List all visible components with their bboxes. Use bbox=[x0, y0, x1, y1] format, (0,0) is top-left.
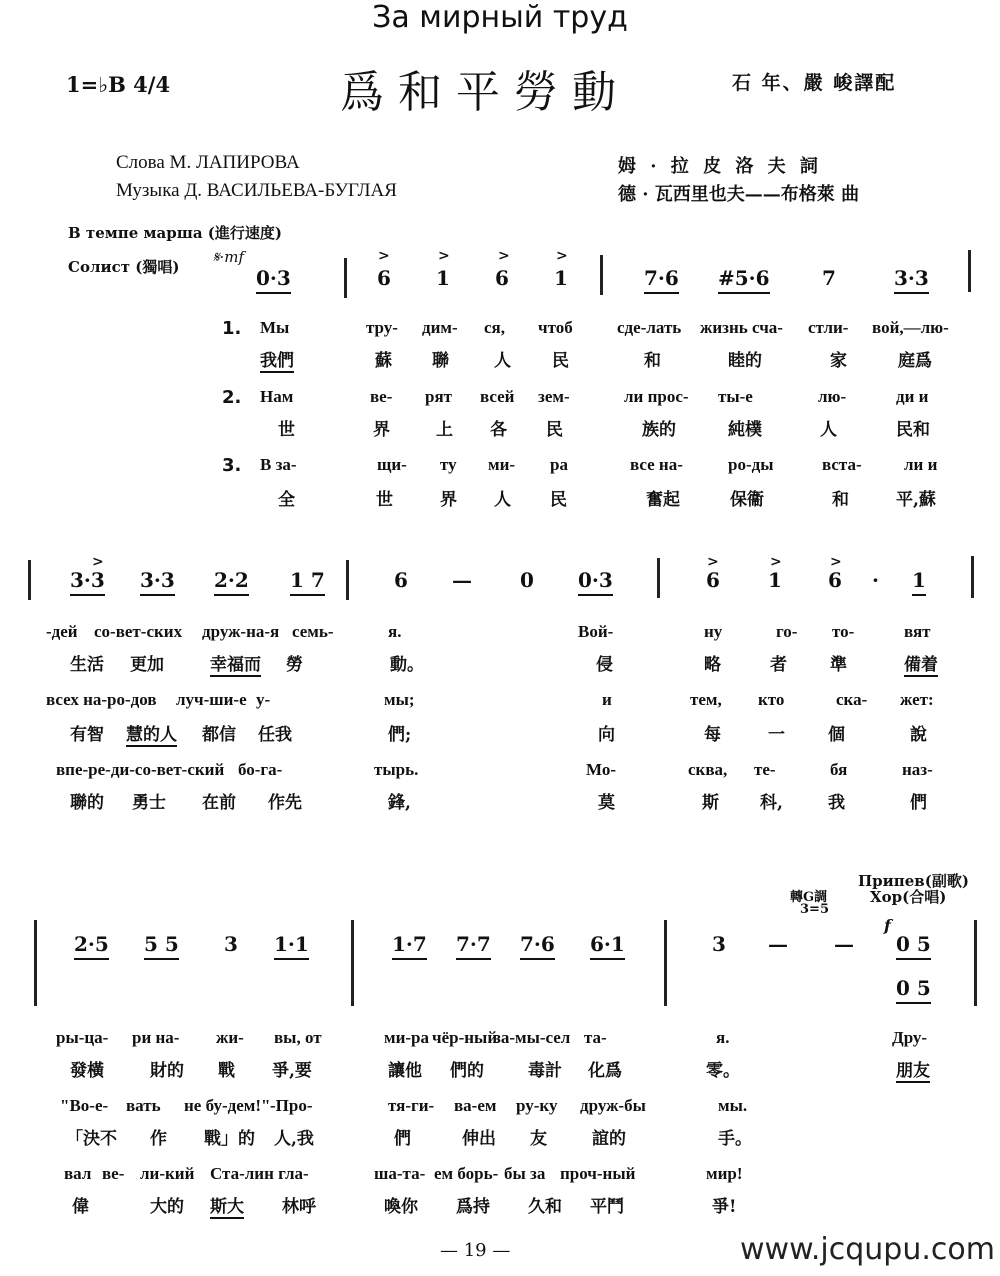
lyric-ru: ем борь- bbox=[434, 1164, 499, 1183]
lyric-zh: 民和 bbox=[896, 420, 930, 440]
accent-mark: > bbox=[770, 554, 782, 570]
dash: — bbox=[768, 932, 788, 956]
note: 3 bbox=[224, 932, 238, 956]
note: 3·3 bbox=[70, 568, 105, 596]
lyric-ru: ми- bbox=[488, 455, 516, 474]
lyric-ru: ска- bbox=[836, 690, 868, 709]
note: 6 bbox=[377, 266, 391, 290]
note: 7·6 bbox=[520, 932, 555, 960]
note: 7·7 bbox=[456, 932, 491, 960]
note: #5·6 bbox=[718, 266, 770, 294]
lyric-zh: 各 bbox=[490, 420, 507, 440]
lyric-zh: 更加 bbox=[130, 655, 164, 675]
lyric-zh: 「決不 bbox=[66, 1129, 117, 1149]
lyric-zh: 零。 bbox=[706, 1061, 740, 1081]
lyric-ru: зем- bbox=[538, 387, 570, 406]
lyric-ru: "Во-е- bbox=[60, 1096, 109, 1115]
lyric-zh: 偉 bbox=[72, 1197, 89, 1217]
note: 0 bbox=[520, 568, 534, 592]
lyric-ru: ли и bbox=[904, 455, 938, 474]
note: 5 5 bbox=[144, 932, 179, 960]
lyric-ru: всей bbox=[480, 387, 515, 406]
lyric-zh: 聯的 bbox=[70, 793, 104, 813]
lyric-zh: 戰 bbox=[218, 1061, 235, 1081]
lyric-ru: у- bbox=[256, 690, 271, 709]
lyric-zh: 動。 bbox=[390, 655, 424, 675]
composer-zh: 德 · 瓦西里也夫——布格萊 曲 bbox=[618, 184, 860, 205]
lyric-zh: 人 bbox=[494, 351, 511, 371]
watermark-link[interactable]: www.jcqupu.com bbox=[740, 1232, 995, 1267]
barline bbox=[657, 558, 660, 598]
lyric-zh: 爲持 bbox=[456, 1197, 490, 1217]
lyric-ru: Вой- bbox=[578, 622, 614, 641]
lyric-zh: 讓他 bbox=[388, 1061, 422, 1081]
barline bbox=[351, 920, 354, 1006]
lyric-ru: та- bbox=[584, 1028, 607, 1047]
lyric-zh: 友 bbox=[530, 1129, 547, 1149]
lyric-ru: ли-кий bbox=[140, 1164, 195, 1183]
accent-mark: > bbox=[92, 554, 104, 570]
lyric-ru: я. bbox=[716, 1028, 730, 1047]
lyricist-zh: 姆 · 拉 皮 洛 夫 詞 bbox=[618, 156, 822, 177]
lyric-ru: жизнь сча- bbox=[700, 318, 783, 337]
lyric-zh: 人 bbox=[820, 420, 837, 440]
lyric-zh: 全 bbox=[278, 490, 295, 510]
lyric-zh: 家 bbox=[830, 351, 847, 371]
translators: 石 年、嚴 峻譯配 bbox=[732, 72, 897, 94]
lyric-ru: чтоб bbox=[538, 318, 573, 337]
lyric-ru: то- bbox=[832, 622, 855, 641]
note: 0 5 bbox=[896, 976, 931, 1004]
note: 0 5 bbox=[896, 932, 931, 960]
lyric-zh: 久和 bbox=[528, 1197, 562, 1217]
lyric-zh: 誼的 bbox=[592, 1129, 626, 1149]
barline bbox=[974, 920, 977, 1006]
lyric-zh: 斯大 bbox=[210, 1192, 244, 1219]
lyric-zh: 大的 bbox=[150, 1197, 184, 1217]
note: 6 bbox=[495, 266, 509, 290]
lyric-ru: вой,—лю- bbox=[872, 318, 949, 337]
lyric-zh: 聯 bbox=[432, 351, 449, 371]
barline bbox=[600, 255, 603, 295]
lyric-zh: 科, bbox=[760, 793, 783, 813]
lyric-zh: 侵 bbox=[596, 655, 613, 675]
note: 0·3 bbox=[578, 568, 613, 596]
title-russian: За мирный труд bbox=[372, 0, 628, 35]
lyric-zh: 作先 bbox=[268, 793, 302, 813]
lyric-ru: я. bbox=[388, 622, 402, 641]
dot: · bbox=[872, 568, 879, 592]
lyric-ru: ры-ца- bbox=[56, 1028, 109, 1047]
barline bbox=[968, 250, 971, 292]
lyric-ru: семь- bbox=[292, 622, 334, 641]
lyric-zh: 人 bbox=[494, 490, 511, 510]
lyric-zh: 略 bbox=[704, 655, 721, 675]
lyric-zh: 和 bbox=[644, 351, 661, 371]
lyric-ru: тем, bbox=[690, 690, 722, 709]
lyric-ru: -дей bbox=[46, 622, 78, 641]
lyric-zh: 族的 bbox=[642, 420, 676, 440]
lyric-ru: ми-ра bbox=[384, 1028, 429, 1047]
accent-mark: > bbox=[438, 248, 450, 264]
dash: — bbox=[834, 932, 854, 956]
lyric-zh: 財的 bbox=[150, 1061, 184, 1081]
lyric-zh: 化爲 bbox=[588, 1061, 622, 1081]
lyric-ru: Дру- bbox=[892, 1028, 928, 1047]
lyric-ru: Мы bbox=[260, 318, 290, 337]
lyric-ru: Ста-лин гла- bbox=[210, 1164, 309, 1183]
note: 2·5 bbox=[74, 932, 109, 960]
lyric-ru: В за- bbox=[260, 455, 297, 474]
lyric-zh: 奮起 bbox=[646, 490, 680, 510]
lyric-ru: вы, от bbox=[274, 1028, 322, 1047]
key-change-equation: 3=5 bbox=[800, 902, 829, 917]
accent-mark: > bbox=[830, 554, 842, 570]
lyric-ru: не бу-дем!" bbox=[184, 1096, 271, 1115]
accent-mark: > bbox=[556, 248, 568, 264]
lyric-ru: ве- bbox=[370, 387, 393, 406]
lyric-ru: ту bbox=[440, 455, 457, 474]
lyric-ru: наз- bbox=[902, 760, 933, 779]
lyric-zh: 說 bbox=[910, 725, 927, 745]
chorus-label-choir: Хор(合唱) bbox=[870, 888, 947, 906]
title-chinese: 爲和平勞動 bbox=[340, 67, 630, 118]
lyric-ru: сква, bbox=[688, 760, 728, 779]
lyric-zh: 林呼 bbox=[282, 1197, 316, 1217]
lyric-zh: 任我 bbox=[258, 725, 292, 745]
lyric-zh: 民 bbox=[546, 420, 563, 440]
tempo-marking: В темпе марша (進行速度) bbox=[68, 224, 283, 242]
segno-dynamic: 𝄋·mf bbox=[213, 248, 244, 266]
lyric-ru: ро-ды bbox=[728, 455, 774, 474]
lyric-zh: 世 bbox=[278, 420, 295, 440]
lyric-zh: 睦的 bbox=[728, 351, 762, 371]
composer-ru: Музыка Д. ВАСИЛЬЕВА-БУГЛАЯ bbox=[116, 180, 397, 201]
dash: — bbox=[452, 568, 472, 592]
lyric-zh: 爭! bbox=[712, 1197, 737, 1217]
note: 7·6 bbox=[644, 266, 679, 294]
lyric-ru: ве- bbox=[102, 1164, 125, 1183]
lyric-ru: те- bbox=[754, 760, 776, 779]
lyric-zh: 們; bbox=[388, 725, 412, 745]
lyric-zh: 慧的人 bbox=[126, 720, 177, 747]
lyric-zh: 者 bbox=[770, 655, 787, 675]
lyric-zh: 和 bbox=[832, 490, 849, 510]
lyric-zh: 世 bbox=[376, 490, 393, 510]
lyric-zh: 生活 bbox=[70, 655, 104, 675]
lyric-zh: 勇士 bbox=[132, 793, 166, 813]
lyric-zh: 民 bbox=[550, 490, 567, 510]
lyric-ru: жет: bbox=[900, 690, 934, 709]
lyric-zh: 勞 bbox=[286, 655, 303, 675]
lyric-ru: проч-ный bbox=[560, 1164, 636, 1183]
note: 0·3 bbox=[256, 266, 291, 294]
lyric-ru: и bbox=[602, 690, 612, 709]
lyric-ru: рят bbox=[425, 387, 453, 406]
accent-mark: > bbox=[378, 248, 390, 264]
lyric-zh: 平鬥 bbox=[590, 1197, 624, 1217]
lyric-zh: 斯 bbox=[702, 793, 719, 813]
lyric-ru: ра bbox=[550, 455, 568, 474]
verse-number: 1. bbox=[222, 318, 242, 339]
dynamic-forte: f bbox=[884, 916, 891, 935]
note: 1 bbox=[768, 568, 782, 592]
lyric-ru: вста- bbox=[822, 455, 862, 474]
note: 1 7 bbox=[290, 568, 325, 596]
note: 2·2 bbox=[214, 568, 249, 596]
lyric-ru: Нам bbox=[260, 387, 294, 406]
lyric-zh: 毒計 bbox=[528, 1061, 562, 1081]
lyric-zh: 蘇 bbox=[375, 351, 392, 371]
lyric-ru: дим- bbox=[422, 318, 458, 337]
note: 6 bbox=[394, 568, 408, 592]
lyric-ru: сде-лать bbox=[617, 318, 682, 337]
lyric-ru: друж-на-я bbox=[202, 622, 280, 641]
lyric-ru: ру-ку bbox=[516, 1096, 558, 1115]
lyric-zh: 鋒, bbox=[388, 793, 411, 813]
note: 3 bbox=[712, 932, 726, 956]
lyric-ru: ри на- bbox=[132, 1028, 180, 1047]
barline bbox=[34, 920, 37, 1006]
lyric-zh: 發橫 bbox=[70, 1061, 104, 1081]
lyric-zh: 我們 bbox=[260, 346, 294, 373]
lyric-ru: всех на-ро-дов bbox=[46, 690, 157, 709]
lyric-ru: кто bbox=[758, 690, 785, 709]
lyric-ru: го- bbox=[776, 622, 798, 641]
note: 1 bbox=[554, 266, 568, 290]
note: 3·3 bbox=[140, 568, 175, 596]
lyric-zh: 在前 bbox=[202, 793, 236, 813]
note: 6 bbox=[706, 568, 720, 592]
lyric-zh: 爭,要 bbox=[272, 1061, 312, 1081]
lyric-zh: 上 bbox=[436, 420, 453, 440]
barline bbox=[344, 258, 347, 298]
note: 6 bbox=[828, 568, 842, 592]
lyric-zh: 伸出 bbox=[462, 1129, 496, 1149]
lyric-ru: вал bbox=[64, 1164, 92, 1183]
note: 6·1 bbox=[590, 932, 625, 960]
part-label: Солист (獨唱) bbox=[68, 258, 180, 276]
lyric-zh: 朋友 bbox=[896, 1056, 930, 1083]
lyric-ru: все на- bbox=[630, 455, 683, 474]
lyric-ru: ли прос- bbox=[624, 387, 689, 406]
note: 1·7 bbox=[392, 932, 427, 960]
barline bbox=[664, 920, 667, 1006]
lyric-zh: 向 bbox=[598, 725, 615, 745]
lyric-ru: лю- bbox=[818, 387, 847, 406]
lyric-ru: ну bbox=[704, 622, 723, 641]
lyric-zh: 都信 bbox=[202, 725, 236, 745]
lyric-zh: 民 bbox=[552, 351, 569, 371]
lyric-zh: 們 bbox=[910, 793, 927, 813]
lyric-ru: жи- bbox=[216, 1028, 244, 1047]
barline bbox=[971, 556, 974, 598]
verse-number: 3. bbox=[222, 455, 242, 476]
accent-mark: > bbox=[707, 554, 719, 570]
lyric-ru: вят bbox=[904, 622, 931, 641]
lyric-ru: ша-та- bbox=[374, 1164, 426, 1183]
verse-number: 2. bbox=[222, 387, 242, 408]
barline bbox=[28, 560, 31, 600]
lyric-zh: 平,蘇 bbox=[896, 490, 936, 510]
lyric-ru: щи- bbox=[377, 455, 407, 474]
note: 7 bbox=[822, 266, 836, 290]
lyric-ru: ся, bbox=[484, 318, 505, 337]
lyric-zh: 準 bbox=[830, 655, 847, 675]
lyric-ru: со-вет-ских bbox=[94, 622, 183, 641]
lyric-zh: 戰」的 bbox=[204, 1129, 255, 1149]
lyric-zh: 每 bbox=[704, 725, 721, 745]
lyric-zh: 手。 bbox=[718, 1129, 752, 1149]
note: 1 bbox=[912, 568, 926, 596]
lyric-ru: тру- bbox=[366, 318, 398, 337]
key-signature: 1=♭B 4/4 bbox=[66, 72, 171, 97]
lyric-ru: тырь. bbox=[374, 760, 419, 779]
accent-mark: > bbox=[498, 248, 510, 264]
lyric-zh: 人,我 bbox=[274, 1129, 314, 1149]
lyric-zh: 個 bbox=[828, 725, 845, 745]
lyric-ru: ди и bbox=[896, 387, 929, 406]
lyric-zh: 我 bbox=[828, 793, 845, 813]
lyric-ru: за-мы-сел bbox=[494, 1028, 571, 1047]
lyric-ru: бы за bbox=[504, 1164, 546, 1183]
lyric-ru: бо-га- bbox=[238, 760, 283, 779]
lyric-ru: тя-ги- bbox=[388, 1096, 435, 1115]
lyric-zh: 庭爲 bbox=[898, 351, 932, 371]
lyric-zh: 界 bbox=[440, 490, 457, 510]
lyric-ru: ва-ем bbox=[454, 1096, 497, 1115]
lyric-zh: 莫 bbox=[598, 793, 615, 813]
page-number: — 19 — bbox=[440, 1240, 511, 1261]
lyric-zh: 喚你 bbox=[384, 1197, 418, 1217]
lyric-zh: 們的 bbox=[450, 1061, 484, 1081]
chorus-label: Припев(副歌) bbox=[858, 872, 969, 890]
lyricist-ru: Слова М. ЛАПИРОВА bbox=[116, 152, 300, 173]
lyric-ru: Мо- bbox=[586, 760, 616, 779]
lyric-ru: мы; bbox=[384, 690, 415, 709]
lyric-zh: 保衞 bbox=[730, 490, 764, 510]
lyric-zh: 純樸 bbox=[728, 420, 762, 440]
lyric-ru: -Про- bbox=[270, 1096, 313, 1115]
barline bbox=[346, 560, 349, 600]
lyric-zh: 界 bbox=[373, 420, 390, 440]
note: 1 bbox=[436, 266, 450, 290]
lyric-zh: 幸福而 bbox=[210, 650, 261, 677]
lyric-zh: 一 bbox=[768, 725, 785, 745]
lyric-zh: 備着 bbox=[904, 650, 938, 677]
lyric-ru: луч-ши-е bbox=[176, 690, 247, 709]
note: 1·1 bbox=[274, 932, 309, 960]
lyric-ru: вать bbox=[126, 1096, 161, 1115]
lyric-ru: ты-е bbox=[718, 387, 753, 406]
lyric-ru: мир! bbox=[706, 1164, 743, 1183]
lyric-ru: мы. bbox=[718, 1096, 748, 1115]
key-change: 轉G調 bbox=[790, 890, 828, 905]
lyric-zh: 作 bbox=[150, 1129, 167, 1149]
lyric-ru: друж-бы bbox=[580, 1096, 646, 1115]
lyric-ru: впе-ре-ди-со-вет-ский bbox=[56, 760, 225, 779]
lyric-zh: 們 bbox=[394, 1129, 411, 1149]
lyric-ru: чёр-ный bbox=[432, 1028, 498, 1047]
lyric-ru: бя bbox=[830, 760, 848, 779]
lyric-zh: 有智 bbox=[70, 725, 104, 745]
lyric-ru: стли- bbox=[808, 318, 849, 337]
note: 3·3 bbox=[894, 266, 929, 294]
